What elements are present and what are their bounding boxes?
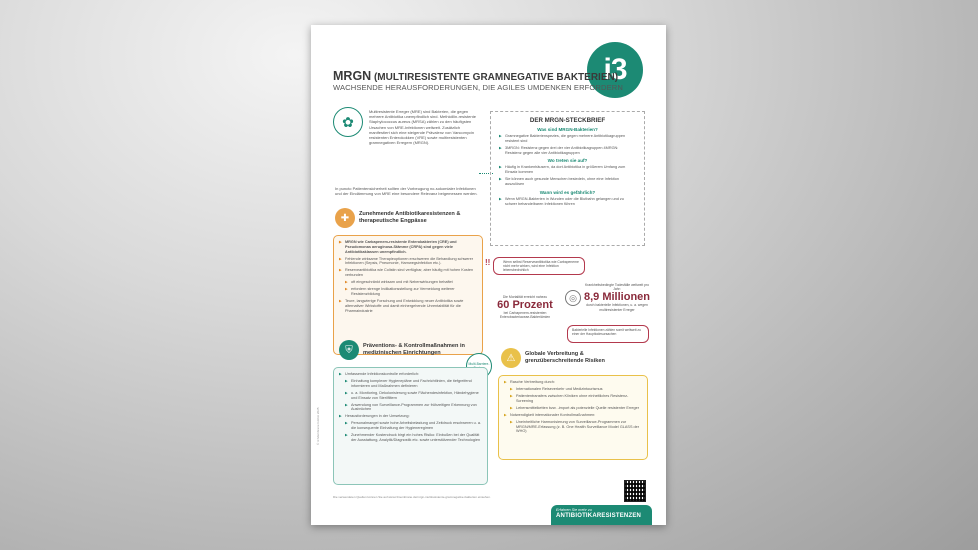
stat-mortality-value: 60 Prozent (497, 299, 553, 312)
multi-barrier-badge: Multi-Barriere- (466, 353, 492, 379)
list-item: ▶ Teure, langwierige Forschung und Entwicklung neuer Antibiotika sowie alternativer Wirkstoffe und damit einhergehende Unrentabilität für die Pharmaindustrie (339, 299, 477, 313)
list-item: ▶ oft eingeschränkt wirksam und mit Nebenwirkungen behaftet (339, 280, 477, 285)
infographic-sheet (311, 25, 666, 525)
learn-more-button[interactable] (551, 505, 652, 525)
stat-deaths-value: 8,9 Millionen (583, 291, 650, 304)
list-item: ▶ Personalmangel sowie hohe Arbeitsbelastung und Zeitdruck erschweren u. a. die konsequente Einhaltung der Hygieneregimen (339, 421, 482, 431)
page-title (333, 69, 618, 83)
death-cause-note: Bakterielle Infektionen zählen somit weltweit zu einer der Haupttodesursachen (567, 325, 649, 343)
section3-title: Globale Verbreitung & grenzüberschreitende Risiken (525, 351, 605, 364)
section3-box (498, 375, 648, 460)
intro-paragraph-2: In puncto Patientensicherheit sollten der Vorbeugung no-sokomialer Infektionen und der Eindämmung von MRE eine besondere Relevanz beigemessen werden. (335, 186, 478, 197)
page-subtitle: WACHSENDE HERAUSFORDERUNGEN, DIE AGILES UMDENKEN ERFORDERN (333, 83, 623, 92)
list-item: ▶ Häufig in Krankenhäusern, da dort Antibiotika in größerem Umfang zum Einsatz kommen (499, 165, 636, 175)
steckbrief-q3: Wann wird es gefährlich? (539, 189, 596, 195)
title-sub: (MULTIRESISTENTE GRAMNEGATIVE BAKTERIEN) (371, 72, 619, 83)
list-item: ▶ Herausforderungen in der Umsetzung: (339, 414, 482, 419)
steckbrief-box (490, 111, 645, 246)
section2-box (333, 367, 488, 485)
bacteria-icon: ✿ (333, 107, 363, 137)
list-item: ▶ erfordern strenge Indikationsstellung zur Vermeidung weiterer Resistenzbildung (339, 287, 477, 297)
steckbrief-q2: Wo treten sie auf? (547, 158, 588, 164)
stat-mortality (491, 295, 559, 320)
list-item: ▶ Reserveantibiotika wie Colistin sind verfügbar, aber häufig mit hohen Kosten verbunden (339, 268, 477, 278)
list-item: ▶ Umfassende Infektionskontrolle erforderlich: (339, 372, 482, 377)
cta-small: Erfahren Sie mehr zu (556, 508, 592, 512)
section1-title: Zunehmende Antibiotikaresistenzen & therapeutische Engpässe (359, 211, 461, 224)
title-main: MRGN (333, 69, 372, 83)
sources-footnote: Die verwendeten Quellen können Sie auf www.i3membrane.de/mrgn-multiresistente-gramnegative-bakterien einsehen. (333, 495, 491, 499)
stat-deaths-pre: Krankheitsbedingte Todesfälle weltweit pro Jahr: (584, 283, 650, 292)
qr-code[interactable] (624, 480, 646, 502)
list-item: ▶ Uneinheitliche Harmonisierung von Surveillance-Programmen zur MRGN/MRE-Erfassung (z. B. One Health Surveillance Model GLASS der WHO) (504, 420, 642, 434)
warning-icon: !! (485, 258, 491, 267)
i3-logo: i3 (587, 42, 643, 98)
stat-mortality-post: bei Carbapenem-resistenten Enterobacteriaceae-Bakteriämien (499, 311, 551, 320)
list-item: ▶ Rasche Verbreitung durch: (504, 380, 642, 385)
stat-deaths (582, 283, 652, 312)
globe-icon: ◎ (565, 290, 581, 306)
list-item: ▶ Internationalen Reiseverkehr und Medizintourismus (504, 387, 642, 392)
list-item: ▶ u. a. Monitoring, Dekolonisierung sowie Flächendesinfektion, Händehygiene und Einsatz von Sterilfiltern (339, 391, 482, 401)
list-item: ▶ Patiententransfers zwischen Kliniken ohne einheitliches Resistenz-Screening (504, 394, 642, 404)
list-item: ▶ Zunehmender Kostendruck birgt ein hohes Risiko: Einbußen bei der Qualität der Ausstattung, Analytik/Diagnostik etc. sowie unterstützender Technologien (339, 433, 482, 443)
side-copyright: © i3 Membrane GmbH 2025 (316, 407, 320, 445)
list-item: ▶ Fehlende wirksame Therapieoptionen erschweren die Behandlung schwerer Infektionen (Sepsis, Pneumonie, Harnwegsinfektion etc.). (339, 257, 477, 267)
list-item: ▶ MRGN wie Carbapenem-resistente Enterobakterien (CRE) und Pseudomonas aeruginosa-Stämme (CRPA) sind gegen viele Antibiotikaklassen unempfindlich. (339, 240, 477, 254)
list-item: ▶ Sie können auch gesunde Menschen besiedeln, ohne eine Infektion auszulösen (499, 177, 636, 187)
list-item: ▶ Anwendung von Surveillance-Programmen zur frühzeitigen Erkennung von Ausbrüchen (339, 403, 482, 413)
list-item: ▶ Notwendigkeit internationaler Kontrollmaßnahmen: (504, 413, 642, 418)
section2-title: Präventions- & Kontrollmaßnahmen in medizinischen Einrichtungen (363, 343, 465, 356)
alert-box: Wenn selbst Reserveantibiotika wie Carbapeneme nicht mehr wirken, wird eine Infektion lebensbedrohlich (493, 257, 585, 275)
steckbrief-title: DER MRGN-STECKBRIEF (529, 117, 606, 124)
list-item: ▶ Wenn MRGN-Bakterien in Wunden oder die Blutbahn gelangen und zu schwer behandelbaren Infektionen führen (499, 197, 636, 207)
stat-deaths-post: durch bakterielle Infektionen, u. a. wegen multiresistenter Erreger (586, 303, 648, 312)
list-item: ▶ Lebensmittelketten bzw. -import als potenzielle Quelle resistenter Erreger (504, 406, 642, 411)
steckbrief-q1: Was sind MRGN-Bakterien? (537, 127, 598, 132)
globe-warning-icon: ⚠ (501, 348, 521, 368)
list-item: ▶ 3MRGN: Resistenz gegen drei der vier Antibiotikagruppen 4MRGN: Resistenz gegen alle vier Antibiotikagruppen (499, 146, 636, 156)
list-item: ▶ Gramnegative Bakterienspezies, die gegen mehrere Antibiotikagruppen resistent sind (499, 134, 636, 144)
intro-paragraph-1: Multiresistente Erreger (MRE) sind Bakterien, die gegen mehrere Antibiotika unempfindlich sind. Methicillin-resistente Staphylococcus aureus (MRSA) zählen zu den häufigsten Ursachen von MRE-Infektionen weltweit. Zusätzlich manifestiert sich eine steigende Prävalenz von Vancomycin resistenten Enterokokken (VRE) sowie multiresistenten gramnegativen Erregern (MRGN). (369, 109, 476, 146)
stat-mortality-pre: Die Mortalität erreicht nahezu (502, 295, 548, 299)
section1-box (333, 235, 483, 355)
cta-big: ANTIBIOTIKARESISTENZEN (556, 512, 642, 519)
pills-icon: ✚ (335, 208, 355, 228)
list-item: ▶ Einhaltung komplexer Hygienepläne und Fachrichtlinien, die tiefgreifend informieren und Maßnahmen definieren (339, 379, 482, 389)
shield-icon: ⛨ (339, 340, 359, 360)
